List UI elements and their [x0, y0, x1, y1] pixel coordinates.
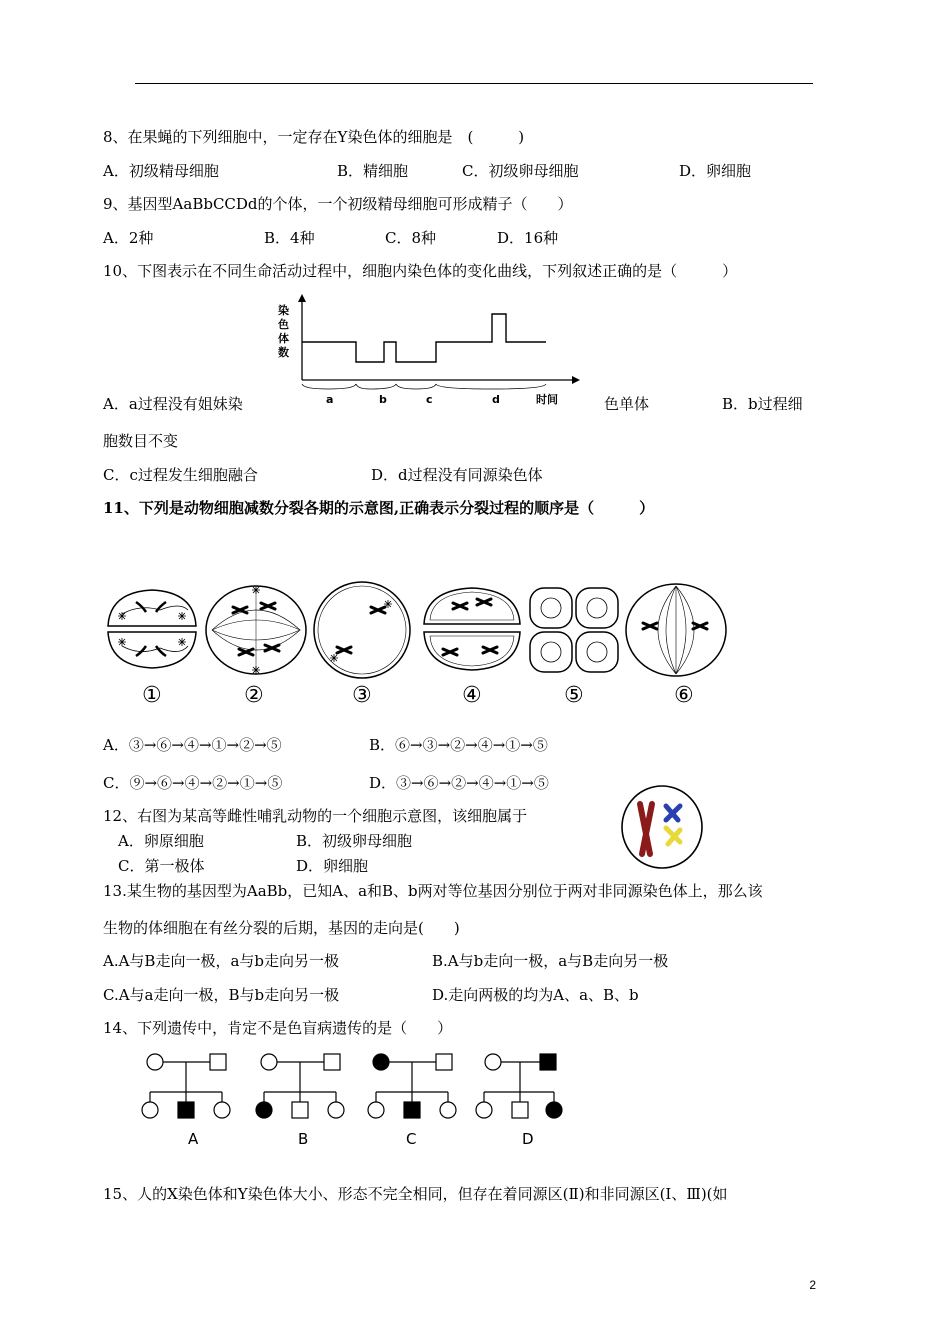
q11-option-d: D．③→⑥→②→④→①→⑤ — [369, 774, 549, 792]
q10-option-a-part1: A．a过程没有姐妹染 — [103, 395, 243, 413]
oocyte-figure — [620, 784, 706, 870]
cell-label-3: ③ — [352, 683, 372, 708]
y-label-2: 色 — [278, 318, 289, 331]
segment-brackets — [302, 384, 546, 389]
q10-option-b-part2: 胞数目不变 — [103, 432, 179, 450]
q10-option-d: D．d过程没有同源染色体 — [371, 466, 543, 484]
pedigree-label-c: C — [406, 1130, 417, 1148]
cell-1 — [108, 590, 196, 668]
q8-option-d: D．卵细胞 — [679, 162, 752, 180]
cell-5 — [530, 588, 618, 672]
cell-4 — [424, 588, 520, 670]
q13-option-b: B.A与b走向一极，a与B走向另一极 — [432, 952, 669, 970]
y-axis-arrow — [298, 294, 306, 302]
pedigree-label-a: A — [188, 1130, 199, 1148]
chromosome-curve-chart — [268, 292, 586, 410]
q12-option-a: A．卵原细胞 — [118, 832, 204, 850]
x-label: 时间 — [536, 393, 558, 406]
q13-option-c: C.A与a走向一极，B与b走向另一极 — [103, 986, 340, 1004]
q13-option-a: A.A与B走向一极，a与b走向另一极 — [103, 952, 340, 970]
page-number: 2 — [809, 1278, 816, 1292]
q12-stem: 12、右图为某高等雌性哺乳动物的一个细胞示意图，该细胞属于 — [103, 807, 528, 825]
q8-stem: 8、在果蝇的下列细胞中，一定存在Y染色体的细胞是 ( ) — [103, 128, 525, 146]
q10-option-c: C．c过程发生细胞融合 — [103, 466, 258, 484]
x-axis-arrow — [572, 376, 580, 384]
pedigree-c — [368, 1054, 456, 1118]
q13-stem-line1: 13.某生物的基因型为AaBb，已知A、a和B、b两对等位基因分别位于两对非同源染色体上，那么该 — [103, 882, 763, 900]
q14-stem: 14、下列遗传中，肯定不是色盲病遗传的是（ ） — [103, 1019, 453, 1037]
cell-label-5: ⑤ — [564, 683, 584, 708]
q8-option-c: C．初级卵母细胞 — [462, 162, 579, 180]
cell-label-6: ⑥ — [674, 683, 694, 708]
q10-option-a-part2: 色单体 — [604, 395, 650, 413]
segment-a-label: a — [326, 393, 334, 406]
q15-stem: 15、人的X染色体和Y染色体大小、形态不完全相同，但存在着同源区(Ⅱ)和非同源区(Ⅰ、Ⅲ)(如 — [103, 1185, 728, 1203]
meiosis-cells-figure — [100, 580, 740, 708]
y-label-1: 染 — [278, 304, 289, 317]
q13-stem-line2: 生物的体细胞在有丝分裂的后期，基因的走向是( ) — [103, 919, 460, 937]
q8-option-b: B．精细胞 — [337, 162, 409, 180]
segment-d-label: d — [492, 393, 500, 406]
pedigree-label-b: B — [298, 1130, 309, 1148]
y-label-3: 体 — [278, 332, 289, 345]
q9-option-b: B．4种 — [264, 229, 315, 247]
pedigree-label-d: D — [522, 1130, 534, 1148]
q11-option-a: A．③→⑥→④→①→②→⑤ — [103, 736, 282, 754]
cell-label-2: ② — [244, 683, 264, 708]
q13-option-d: D.走向两极的均为A、a、B、b — [432, 986, 639, 1004]
cell-3 — [314, 582, 410, 678]
q10-option-b-part1: B．b过程细 — [722, 395, 803, 413]
pedigree-figure — [140, 1050, 580, 1150]
q9-option-a: A．2种 — [103, 229, 154, 247]
q11-option-b: B．⑥→③→②→④→①→⑤ — [369, 736, 548, 754]
chromosome-curve — [302, 314, 546, 362]
q12-option-b: B．初级卵母细胞 — [296, 832, 413, 850]
pedigree-b — [256, 1054, 344, 1118]
q9-option-d: D．16种 — [497, 229, 559, 247]
q12-option-c: C．第一极体 — [118, 857, 205, 875]
cell-2 — [206, 586, 306, 674]
header-rule — [135, 83, 813, 84]
q9-option-c: C．8种 — [385, 229, 437, 247]
q9-stem: 9、基因型AaBbCCDd的个体，一个初级精母细胞可形成精子（ ） — [103, 195, 573, 213]
q12-option-d: D．卵细胞 — [296, 857, 369, 875]
q11-option-c: C．⑨→⑥→④→②→①→⑤ — [103, 774, 283, 792]
q11-stem: 11、下列是动物细胞减数分裂各期的示意图,正确表示分裂过程的顺序是（ ） — [103, 499, 655, 517]
cell-6 — [626, 584, 726, 676]
segment-b-label: b — [379, 393, 387, 406]
segment-c-label: c — [426, 393, 433, 406]
pedigree-a — [142, 1054, 230, 1118]
y-label-4: 数 — [278, 346, 289, 359]
q8-option-a: A．初级精母细胞 — [103, 162, 219, 180]
pedigree-d — [476, 1054, 562, 1118]
cell-label-1: ① — [142, 683, 162, 708]
cell-label-4: ④ — [462, 683, 482, 708]
q10-stem: 10、下图表示在不同生命活动过程中，细胞内染色体的变化曲线，下列叙述正确的是（ ） — [103, 262, 738, 280]
